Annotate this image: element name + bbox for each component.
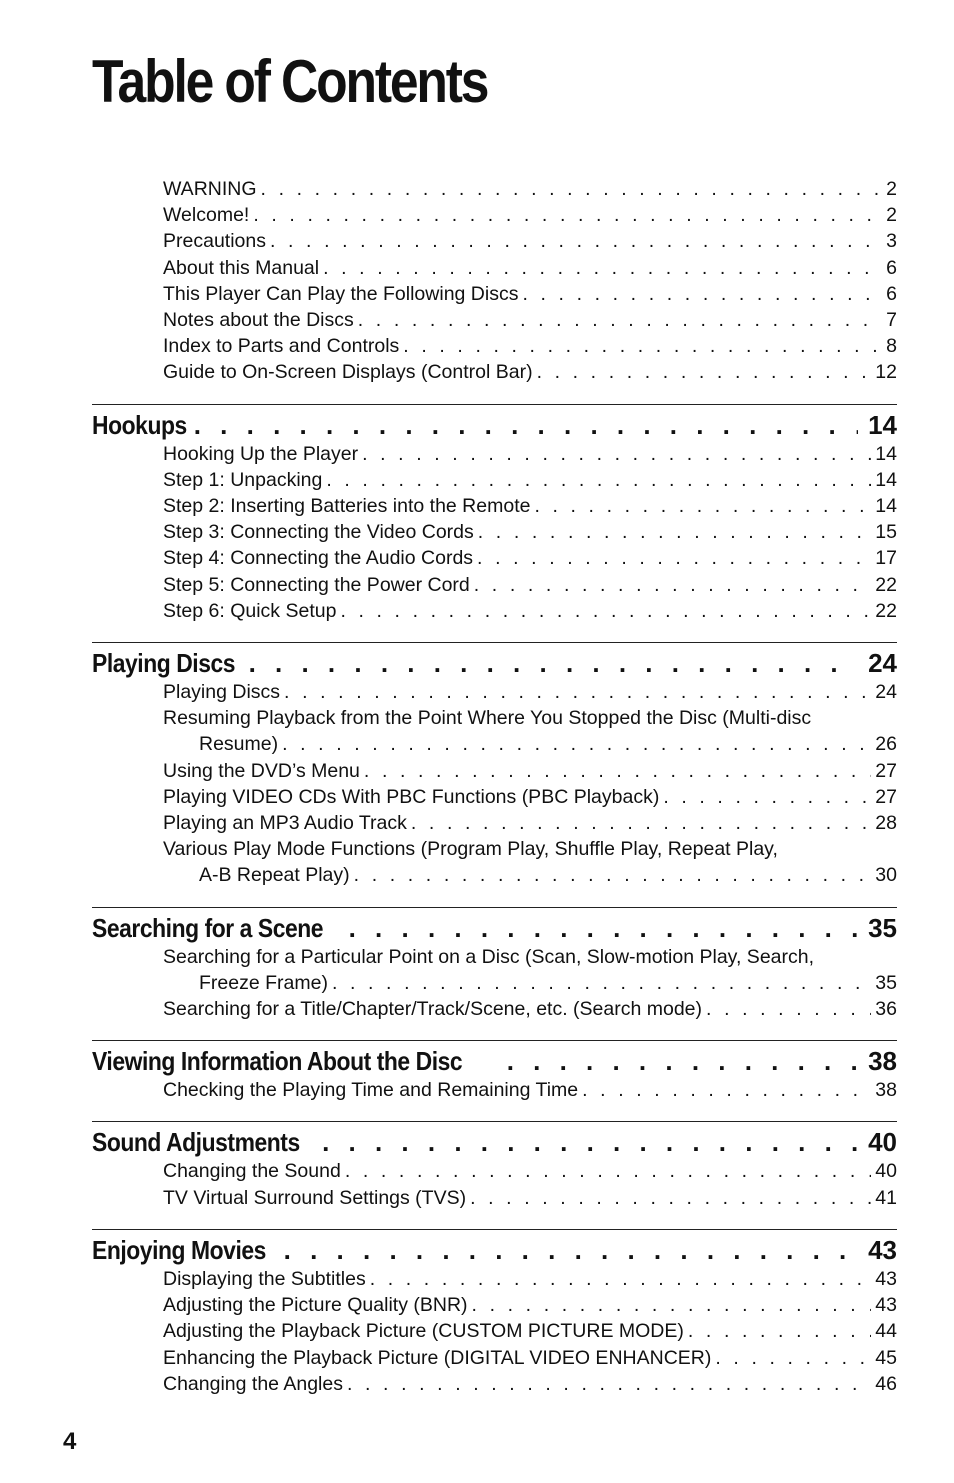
toc-entry[interactable]: [92, 944, 897, 996]
toc-entry-label: Guide to On-Screen Displays (Control Bar): [163, 361, 533, 384]
dot-leader: [534, 493, 871, 519]
toc-entry-label: TV Virtual Surround Settings (TVS): [163, 1186, 467, 1209]
toc-entry-label: Hooking Up the Player: [163, 442, 359, 465]
toc-entry-page: 14: [875, 495, 897, 518]
toc-entry[interactable]: [92, 441, 897, 467]
section-page: 43: [868, 1234, 897, 1265]
section-heading[interactable]: [92, 1234, 897, 1266]
dot-leader: [478, 519, 872, 545]
toc-entry-page: 24: [875, 681, 897, 704]
toc-entry-label: Step 1: Unpacking: [163, 468, 323, 491]
toc-entry[interactable]: [92, 1371, 897, 1397]
toc-entry-page: 6: [886, 256, 897, 279]
toc-section: [92, 642, 897, 889]
dot-leader: [332, 970, 871, 996]
toc-entry-label-continued: Freeze Frame): [199, 971, 328, 994]
dot-leader: [715, 1345, 871, 1371]
toc-entry-page: 17: [875, 547, 897, 570]
toc-entry[interactable]: [92, 493, 897, 519]
section-title: Hookups: [92, 409, 187, 440]
toc-entry-page: 27: [875, 759, 897, 782]
toc-entry[interactable]: [92, 598, 897, 624]
dot-leader: [470, 1185, 871, 1211]
toc-section: [92, 1040, 897, 1103]
toc-entry-label: Changing the Angles: [163, 1372, 343, 1395]
toc-entry-label: WARNING: [163, 178, 257, 200]
toc-entry[interactable]: [92, 572, 897, 598]
toc-section: [92, 1121, 897, 1210]
section-title: Searching for a Scene: [92, 912, 324, 943]
section-page: 24: [868, 648, 897, 679]
toc-section: [92, 907, 897, 1023]
toc-entry-page: 40: [875, 1160, 897, 1183]
toc-entry[interactable]: [92, 202, 897, 228]
toc-entry-label: Precautions: [163, 230, 266, 253]
toc-entry-label: Playing VIDEO CDs With PBC Functions (PBC Playback): [163, 785, 660, 808]
dot-leader: [472, 1292, 872, 1318]
toc-entry-page: 43: [875, 1267, 897, 1290]
section-heading[interactable]: [92, 409, 897, 441]
dot-leader: [688, 1318, 871, 1344]
toc-entry-label: This Player Can Play the Following Discs: [163, 282, 519, 305]
toc-entry-page: 7: [886, 309, 897, 332]
section-heading[interactable]: [92, 647, 897, 679]
toc-entry-label: Playing an MP3 Audio Track: [163, 812, 407, 835]
toc-entry-page: 46: [875, 1372, 897, 1395]
toc-entry[interactable]: [92, 1292, 897, 1318]
toc-entry-label: Displaying the Subtitles: [163, 1267, 366, 1290]
toc-entry-page: 3: [886, 230, 897, 253]
toc-entry-label: Step 4: Connecting the Audio Cords: [163, 547, 474, 570]
toc-entry[interactable]: [92, 176, 897, 202]
toc-entry-continuation: [163, 731, 897, 757]
toc-entry-page: 6: [886, 282, 897, 305]
dot-leader: [249, 647, 859, 679]
toc-entry[interactable]: [92, 228, 897, 254]
toc-entry[interactable]: [92, 467, 897, 493]
section-page: 35: [868, 912, 897, 943]
toc-entry[interactable]: [92, 810, 897, 836]
dot-leader: [322, 1126, 858, 1158]
toc-entry[interactable]: [92, 1318, 897, 1344]
dot-leader: [362, 441, 871, 467]
dot-leader: [253, 202, 882, 228]
section-heading[interactable]: [92, 912, 897, 944]
dot-leader: [284, 1234, 858, 1266]
dot-leader: [347, 1371, 871, 1397]
toc-entry-label: Changing the Sound: [163, 1160, 341, 1183]
section-title: Sound Adjustments: [92, 1127, 300, 1158]
toc-entry-label: Index to Parts and Controls: [163, 335, 400, 358]
toc-entry[interactable]: [92, 1266, 897, 1292]
toc-entry-label: Notes about the Discs: [163, 309, 354, 332]
toc-entry-page: 36: [875, 998, 897, 1021]
toc-entry-label: Searching for a Title/Chapter/Track/Scene, etc. (Search mode): [163, 998, 703, 1021]
toc-entry-label: Playing Discs: [163, 681, 281, 704]
toc-entry-label: Searching for a Particular Point on a Disc (Scan, Slow-motion Play, Search,: [163, 945, 815, 968]
toc-entry-page: 14: [875, 442, 897, 465]
toc-entry-label: About this Manual: [163, 256, 320, 279]
page-title: Table of Contents: [92, 48, 488, 115]
toc-entry-page: 27: [875, 785, 897, 808]
dot-leader: [349, 912, 858, 944]
toc-entry-label: Adjusting the Playback Picture (CUSTOM PICTURE MODE): [163, 1320, 684, 1343]
dot-leader: [326, 467, 871, 493]
dot-leader: [354, 862, 872, 888]
toc-entry[interactable]: [92, 679, 897, 705]
toc-entry-page: 30: [875, 864, 897, 887]
table-of-contents: [92, 176, 897, 1397]
toc-entry-continuation: [163, 970, 897, 996]
section-page: 40: [868, 1127, 897, 1158]
dot-leader: [261, 176, 883, 202]
dot-leader: [340, 598, 871, 624]
toc-section: [92, 1229, 897, 1397]
dot-leader: [345, 1158, 871, 1184]
toc-entry[interactable]: [92, 996, 897, 1022]
toc-entry-page: 43: [875, 1294, 897, 1317]
toc-entry-page: 45: [875, 1346, 897, 1369]
dot-leader: [474, 572, 872, 598]
toc-entry-label: Using the DVD’s Menu: [163, 759, 360, 782]
toc-entry[interactable]: [92, 1077, 897, 1103]
toc-entry-page: 8: [886, 335, 897, 358]
page-number: 4: [63, 1428, 77, 1455]
toc-entry[interactable]: [92, 333, 897, 359]
dot-leader: [358, 307, 882, 333]
toc-entry[interactable]: [92, 1345, 897, 1371]
intro-entries: [92, 176, 897, 386]
dot-leader: [507, 1045, 858, 1077]
toc-entry[interactable]: [92, 519, 897, 545]
toc-entry-label: Step 2: Inserting Batteries into the Remote: [163, 495, 531, 518]
dot-leader: [411, 810, 871, 836]
dot-leader: [364, 758, 871, 784]
toc-entry-page: 22: [875, 573, 897, 596]
toc-entry-label: Checking the Playing Time and Remaining Time: [163, 1079, 579, 1102]
dot-leader: [477, 545, 871, 571]
toc-entry-page: 12: [875, 361, 897, 384]
toc-entry[interactable]: [92, 307, 897, 333]
toc-entry[interactable]: [92, 784, 897, 810]
dot-leader: [370, 1266, 872, 1292]
toc-entry-label: Step 3: Connecting the Video Cords: [163, 521, 474, 544]
section-title: Playing Discs: [92, 648, 236, 679]
toc-entry-label: Step 5: Connecting the Power Cord: [163, 573, 470, 596]
toc-entry-label-continued: A-B Repeat Play): [199, 864, 350, 887]
toc-entry-page: 2: [886, 178, 897, 200]
dot-leader: [194, 409, 858, 441]
section-page: 38: [868, 1046, 897, 1077]
toc-entry[interactable]: [92, 705, 897, 757]
toc-entry[interactable]: [92, 1185, 897, 1211]
dot-leader: [537, 359, 872, 385]
toc-entry-label: Step 6: Quick Setup: [163, 599, 337, 622]
toc-entry-page: 41: [875, 1186, 897, 1209]
toc-entry[interactable]: [92, 545, 897, 571]
section-title: Viewing Information About the Disc: [92, 1046, 463, 1077]
toc-section: [92, 404, 897, 624]
dot-leader: [270, 228, 882, 254]
toc-entry-page: 15: [875, 521, 897, 544]
section-title: Enjoying Movies: [92, 1234, 266, 1265]
toc-entry-label: Welcome!: [163, 204, 250, 227]
toc-entry[interactable]: [92, 758, 897, 784]
toc-entry-label: Enhancing the Playback Picture (DIGITAL VIDEO ENHANCER): [163, 1346, 712, 1369]
toc-entry-page: 2: [886, 204, 897, 227]
toc-entry-page: 26: [875, 733, 897, 756]
toc-entry-label: Various Play Mode Functions (Program Play, Shuffle Play, Repeat Play,: [163, 838, 778, 861]
toc-entry-label: Resuming Playback from the Point Where You Stopped the Disc (Multi-disc: [163, 707, 812, 730]
toc-entry[interactable]: [92, 836, 897, 888]
toc-entry[interactable]: [92, 281, 897, 307]
dot-leader: [706, 996, 871, 1022]
toc-entry-page: 38: [875, 1079, 897, 1102]
toc-entry[interactable]: [92, 359, 897, 385]
dot-leader: [522, 281, 882, 307]
toc-entry[interactable]: [92, 255, 897, 281]
toc-entry-page: 44: [875, 1320, 897, 1343]
dot-leader: [663, 784, 871, 810]
toc-entry-continuation: [163, 862, 897, 888]
dot-leader: [284, 679, 871, 705]
dot-leader: [282, 731, 871, 757]
dot-leader: [582, 1077, 871, 1103]
toc-entry-label: Adjusting the Picture Quality (BNR): [163, 1294, 468, 1317]
toc-entry-page: 35: [875, 971, 897, 994]
toc-entry-page: 14: [875, 468, 897, 491]
section-page: 14: [868, 409, 897, 440]
section-heading[interactable]: [92, 1126, 897, 1158]
dot-leader: [323, 255, 882, 281]
toc-entry-label-continued: Resume): [199, 733, 279, 756]
toc-entry-page: 22: [875, 599, 897, 622]
section-heading[interactable]: [92, 1045, 897, 1077]
dot-leader: [403, 333, 882, 359]
toc-entry-page: 28: [875, 812, 897, 835]
toc-entry[interactable]: [92, 1158, 897, 1184]
